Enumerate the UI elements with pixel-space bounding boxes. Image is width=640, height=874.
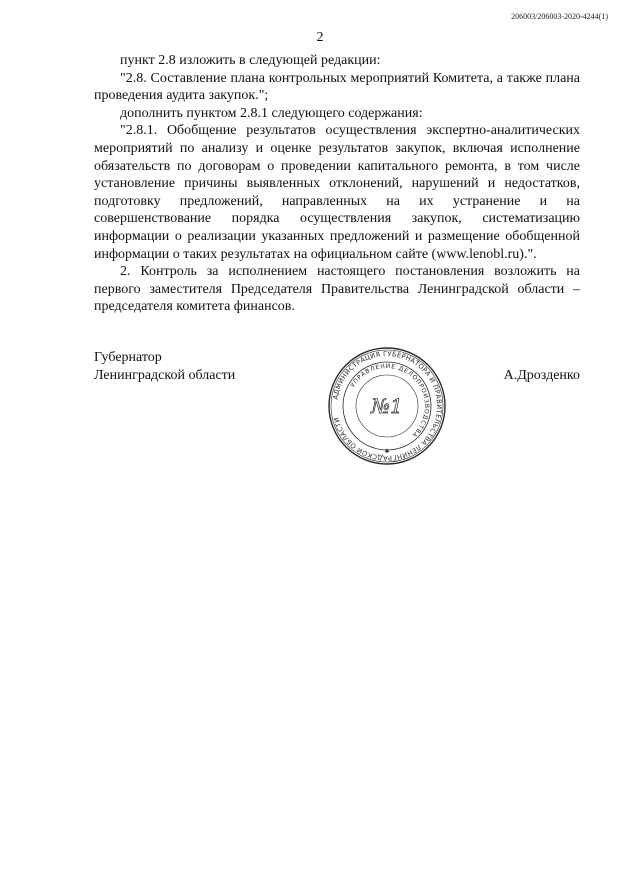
seal-inner-text: УПРАВЛЕНИЕ ДЕЛОПРОИЗВОДСТВА [349, 362, 431, 439]
paragraph-4: "2.8.1. Обобщение результатов осуществления экспертно-аналитических мероприятий по анализу и оценке результатов закупок, включая исполнение обязательств по договорам о проведении капитального ремонта, в том числе установление причины выявленных отклонений, нарушений и недостатков, подготовку предложений, направленных на их устранение и на совершенствование порядка осуществления закупок, систематизацию информации о реализации указанных предложений и размещение обобщенной информации о таких результатах на официальном сайте (www.lenobl.ru).". [94, 123, 580, 262]
page-number: 2 [316, 30, 324, 45]
seal-outer-text: АДМИНИСТРАЦИЯ ГУБЕРНАТОРА И ПРАВИТЕЛЬСТВА ЛЕНИНГРАДСКОЙ ОБЛАСТИ [331, 349, 444, 463]
paragraph-5: 2. Контроль за исполнением настоящего постановления возложить на первого заместителя Председателя Правительства Ленинградской области – председателя комитета финансов. [94, 264, 580, 315]
document-body [94, 52, 580, 316]
paragraph-3: дополнить пунктом 2.8.1 следующего содержания: [120, 105, 423, 121]
document-id: 206003/206003-2020-4244(1) [511, 12, 608, 21]
signatory-name: А.Дрозденко [503, 367, 580, 383]
paragraph-1: пункт 2.8 изложить в следующей редакции: [120, 53, 381, 68]
signatory-title-line-1: Губернатор [94, 350, 162, 365]
official-seal-stamp [326, 345, 448, 467]
signatory-title [94, 349, 235, 384]
seal-graphic [326, 345, 448, 467]
seal-star-icon: ✱ [384, 448, 390, 455]
paragraph-2: "2.8. Составление плана контрольных мероприятий Комитета, а также плана проведения аудита закупок."; [94, 70, 580, 104]
signature-block [94, 349, 580, 469]
seal-center-text: №1 [371, 394, 403, 418]
signatory-title-line-2: Ленинградской области [94, 367, 236, 383]
